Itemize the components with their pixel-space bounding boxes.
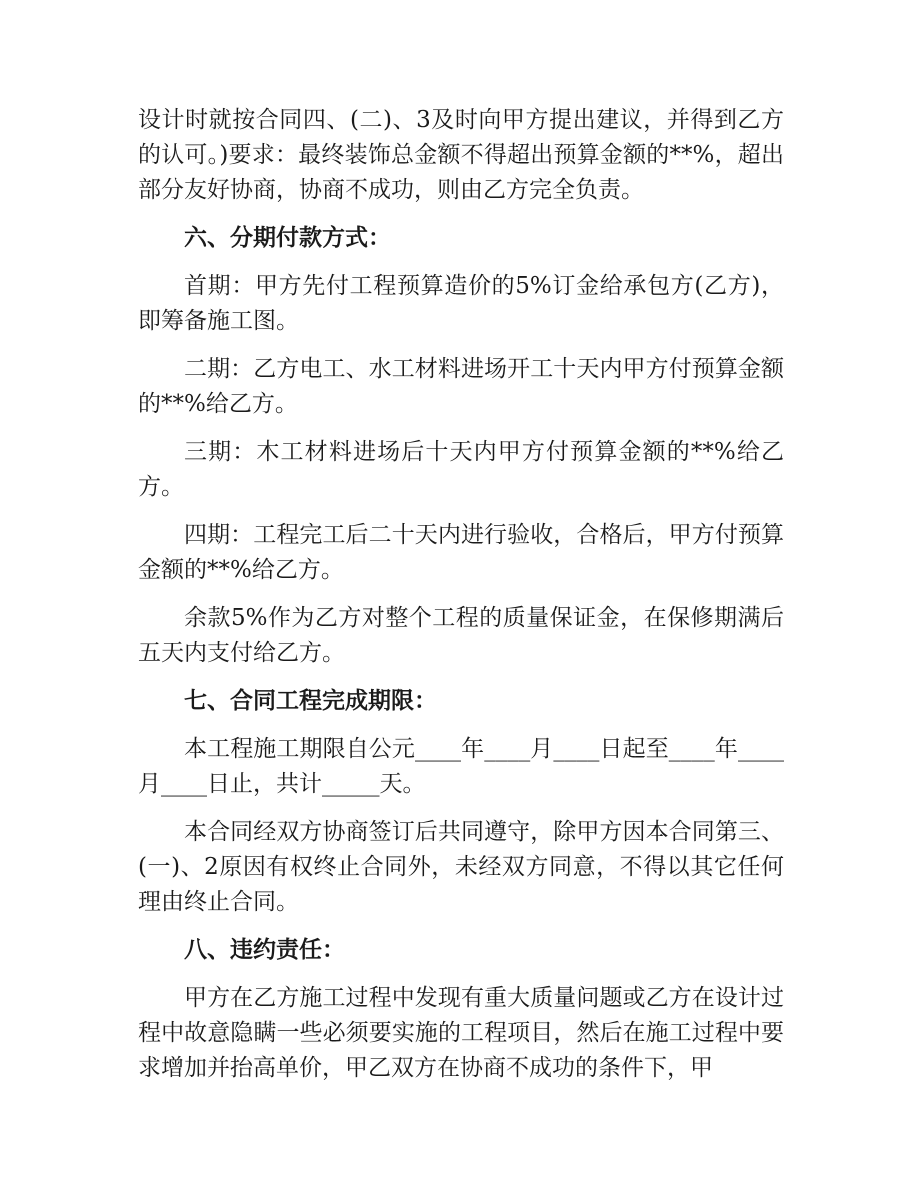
paragraph-fourth-payment: 四期：工程完工后二十天内进行验收，合格后，甲方付预算金额的**%给乙方。: [138, 522, 784, 583]
paragraph-contract-termination: 本合同经双方协商签订后共同遵守，除甲方因本合同第三、(一)、2原因有权终止合同外，未经双方同意，不得以其它任何理由终止合同。: [138, 819, 784, 915]
paragraph-balance-payment: 余款5%作为乙方对整个工程的质量保证金，在保修期满后五天内支付给乙方。: [138, 605, 784, 666]
section-heading-installment-payment: 六、分期付款方式：: [184, 225, 391, 251]
section-heading-breach-liability: 八、违约责任：: [184, 937, 345, 963]
paragraph-third-payment: 三期：木工材料进场后十天内甲方付预算金额的**%给乙方。: [138, 439, 784, 500]
paragraph-breach-details: 甲方在乙方施工过程中发现有重大质量问题或乙方在设计过程中故意隐瞒一些必须要实施的工程项目，然后在施工过程中要求增加并抬高单价，甲乙双方在协商不成功的条件下，甲: [138, 985, 784, 1081]
paragraph-second-payment: 二期：乙方电工、水工材料进场开工十天内甲方付预算金额的**%给乙方。: [138, 356, 784, 417]
section-heading-completion-deadline: 七、合同工程完成期限：: [184, 688, 437, 714]
paragraph-first-payment: 首期：甲方先付工程预算造价的5%订金给承包方(乙方)，即筹备施工图。: [138, 273, 784, 334]
paragraph-design-proposal: 设计时就按合同四、(二)、3及时向甲方提出建议，并得到乙方的认可。)要求：最终装饰总金额不得超出预算金额的**%，超出部分友好协商，协商不成功，则由乙方完全负责。: [138, 107, 784, 203]
paragraph-construction-period: 本工程施工期限自公元____年____月____日起至____年____月____日止，共计_____天。: [138, 736, 784, 797]
document-body: [138, 103, 784, 1099]
